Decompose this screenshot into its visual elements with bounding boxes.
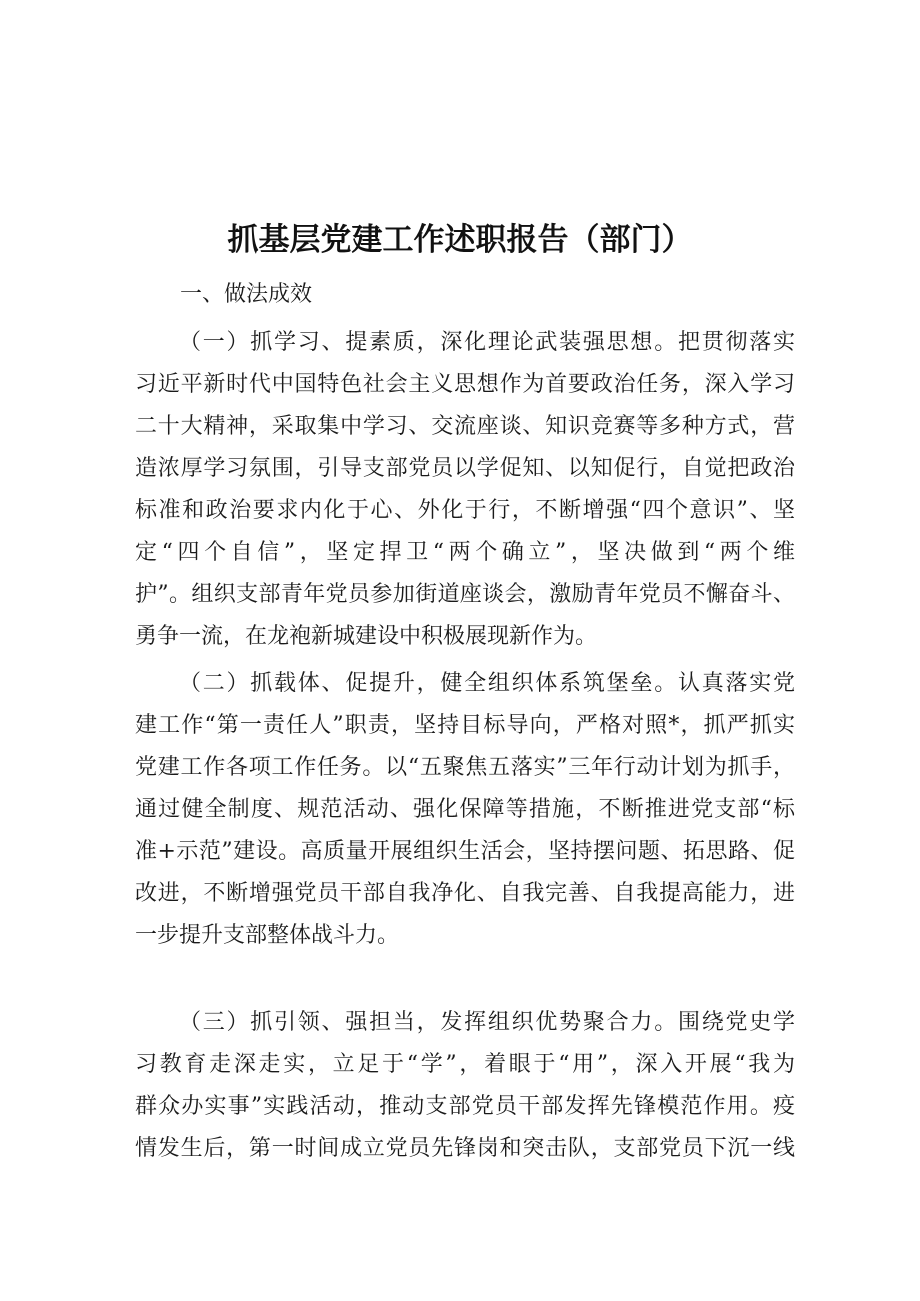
paragraph-line: 群众办实事”实践活动，推动支部党员干部发挥先锋模范作用。疫 — [135, 1094, 795, 1119]
paragraph-line: 建工作“第一责任人”职责，坚持目标导向，严格对照*，抓严抓实 — [135, 713, 795, 738]
paragraph-line: 标准和政治要求内化于心、外化于行，不断增强“四个意识”、坚 — [135, 498, 795, 523]
paragraph-line: 造浓厚学习氛围，引导支部党员以学促知、以知促行，自觉把政治 — [135, 456, 795, 481]
paragraph-1 — [135, 322, 795, 658]
document-title: 抓基层党建工作述职报告（部门） — [227, 222, 693, 258]
paragraph-line: 一步提升支部整体战斗力。 — [135, 923, 400, 948]
paragraph-line: 二十大精神，采取集中学习、交流座谈、知识竞赛等多种方式，营 — [135, 414, 795, 439]
paragraph-line: 习近平新时代中国特色社会主义思想作为首要政治任务，深入学习 — [135, 372, 795, 397]
section-heading: 一、做法成效 — [180, 282, 313, 307]
paragraph-line: 改进，不断增强党员干部自我净化、自我完善、自我提高能力，进 — [135, 881, 795, 906]
paragraph-line: 定“四个自信”，坚定捍卫“两个确立”，坚决做到“两个维 — [135, 540, 795, 565]
paragraph-line: 党建工作各项工作任务。以“五聚焦五落实”三年行动计划为抓手， — [135, 755, 795, 780]
paragraph-line: 护”。组织支部青年党员参加街道座谈会，激励青年党员不懈奋斗、 — [135, 582, 795, 607]
paragraph-line: 情发生后，第一时间成立党员先锋岗和突击队，支部党员下沉一线 — [135, 1136, 795, 1161]
paragraph-line: 通过健全制度、规范活动、强化保障等措施，不断推进党支部“标 — [135, 797, 795, 822]
paragraph-3 — [135, 1002, 795, 1170]
paragraph-line: （三）抓引领、强担当，发挥组织优势聚合力。围绕党史学 — [179, 1010, 795, 1035]
paragraph-2 — [135, 663, 795, 957]
paragraph-line: 勇争一流，在龙袍新城建设中积极展现新作为。 — [135, 624, 598, 649]
paragraph-line: 习教育走深走实，立足于“学”，着眼于“用”，深入开展“我为 — [135, 1052, 795, 1077]
paragraph-line: （一）抓学习、提素质，深化理论武装强思想。把贯彻落实 — [179, 330, 795, 355]
paragraph-line: 准+示范”建设。高质量开展组织生活会，坚持摆问题、拓思路、促 — [135, 839, 795, 864]
paragraph-line: （二）抓载体、促提升，健全组织体系筑堡垒。认真落实党 — [179, 671, 795, 696]
